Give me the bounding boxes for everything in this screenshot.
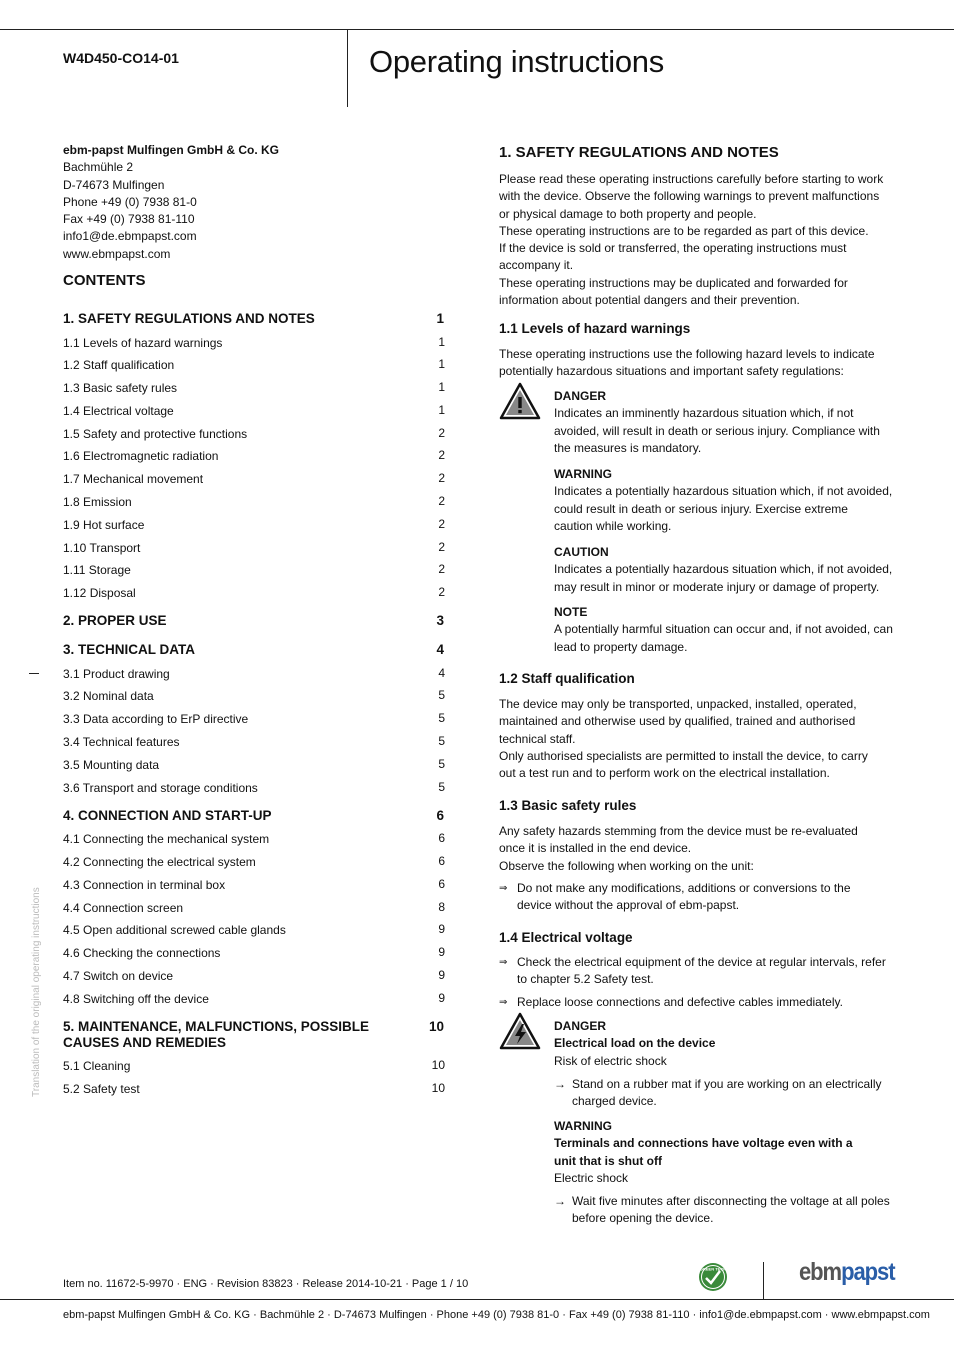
- text-line: device without the approval of ebm-papst.: [517, 898, 740, 913]
- note-block: [554, 604, 894, 656]
- text-line: to chapter 5.2 Safety test.: [517, 972, 654, 987]
- contents-heading: CONTENTS: [63, 272, 146, 289]
- toc-page-number: 1: [438, 357, 445, 371]
- toc-entry-label: 1.10 Transport: [63, 541, 141, 555]
- right-arrow-icon: →: [554, 1077, 566, 1091]
- side-note: Translation of the original operating instructions: [31, 887, 42, 1097]
- text-line: potentially hazardous situations and important safety regulations:: [499, 364, 844, 379]
- toc-page-number: 9: [438, 922, 445, 936]
- caution-block: [554, 544, 894, 596]
- toc-page-number: 1: [438, 380, 445, 394]
- text-line: Wait five minutes after disconnecting the voltage at all poles: [572, 1194, 890, 1208]
- text-line: the measures is mandatory.: [554, 440, 702, 455]
- toc-page-number: 1: [438, 335, 445, 349]
- text-line: Indicates an imminently hazardous situation which, if not: [554, 406, 854, 421]
- toc-entry-label: 1.3 Basic safety rules: [63, 381, 178, 395]
- toc-page-number: 3: [436, 613, 444, 628]
- toc-page-number: 2: [438, 585, 445, 599]
- toc-page-number: 5: [438, 757, 445, 771]
- toc-page-number: 6: [438, 877, 445, 891]
- section-1-3-text: [499, 823, 891, 875]
- toc-entry[interactable]: [63, 426, 452, 442]
- text-line: Do not make any modifications, additions or conversions to the: [517, 881, 851, 895]
- green-tech-badge-icon: [698, 1262, 728, 1292]
- toc-entry[interactable]: [63, 540, 452, 556]
- text-line: caution while working.: [554, 518, 672, 533]
- section-1-heading: 1. SAFETY REGULATIONS AND NOTES: [499, 144, 779, 161]
- text-line: Replace loose connections and defective cables immediately.: [517, 995, 843, 1009]
- text-line: Indicates a potentially hazardous situation which, if not avoided,: [554, 484, 893, 499]
- toc-chapter-entry[interactable]: [63, 642, 452, 658]
- danger-subtitle: Electrical load on the device: [554, 1036, 716, 1051]
- company-street: Bachmühle 2: [63, 160, 134, 175]
- warning-title: WARNING: [554, 1119, 612, 1133]
- company-phone: Phone +49 (0) 7938 81-0: [63, 194, 197, 209]
- section-1-1-heading: 1.1 Levels of hazard warnings: [499, 321, 691, 336]
- text-line: may result in minor or moderate injury or damage of property.: [554, 579, 880, 594]
- company-email[interactable]: info1@de.ebmpapst.com: [63, 229, 197, 244]
- toc-entry-label: 3.3 Data according to ErP directive: [63, 712, 249, 726]
- header-divider: [347, 29, 348, 107]
- toc-page-number: 1: [438, 403, 445, 417]
- toc-page-number: 9: [438, 945, 445, 959]
- text-line: Any safety hazards stemming from the device must be re-evaluated: [499, 824, 858, 838]
- toc-entry[interactable]: [63, 1081, 452, 1097]
- caution-title: CAUTION: [554, 545, 609, 559]
- text-line: technical staff.: [499, 731, 576, 746]
- toc-entry[interactable]: [63, 471, 452, 487]
- toc-entry[interactable]: [63, 757, 452, 773]
- footer-item-line: Item no. 11672-5-9970 · ENG · Revision 83823 · Release 2014-10-21 · Page 1 / 10: [63, 1278, 469, 1290]
- toc-entry[interactable]: [63, 780, 452, 796]
- danger-title: DANGER: [554, 389, 607, 403]
- toc-entry-label: 2. PROPER USE: [63, 613, 167, 628]
- text-line: with the device. Observe the following warnings to prevent malfunctions: [499, 189, 880, 204]
- toc-page-number: 5: [438, 780, 445, 794]
- text-line: could result in death or serious injury. Exercise extreme: [554, 501, 848, 516]
- danger-title: DANGER: [554, 1019, 607, 1033]
- toc-entry-label: 1.9 Hot surface: [63, 518, 145, 532]
- arrow-bullet-icon: ⇒: [499, 997, 508, 1008]
- toc-entry-label: 5. MAINTENANCE, MALFUNCTIONS, POSSIBLE CAUSES AND REMEDIES: [63, 1019, 370, 1050]
- text-line: lead to property damage.: [554, 639, 688, 654]
- toc-entry-label: 4.6 Checking the connections: [63, 946, 221, 960]
- toc-page-number: 5: [438, 734, 445, 748]
- toc-page-number: 4: [436, 642, 444, 657]
- text-line: A potentially harmful situation can occur and, if not avoided, can: [554, 622, 893, 637]
- toc-page-number: 2: [438, 562, 445, 576]
- toc-entry[interactable]: [63, 517, 452, 533]
- toc-page-number: 2: [438, 517, 445, 531]
- text-line: The device may only be transported, unpacked, installed, operated,: [499, 697, 857, 711]
- toc-entry-label: 4.7 Switch on device: [63, 969, 174, 983]
- toc-page-number: 5: [438, 688, 445, 702]
- text-line: before opening the device.: [572, 1211, 714, 1226]
- arrow-bullet-icon: ⇒: [499, 883, 508, 894]
- toc-entry[interactable]: [63, 854, 452, 870]
- list-item: [554, 1076, 894, 1111]
- top-rule: [0, 29, 954, 30]
- text-line: Electric shock: [554, 1170, 629, 1185]
- toc-entry-label: 1.8 Emission: [63, 495, 132, 509]
- toc-entry[interactable]: [63, 831, 452, 847]
- toc-entry-label: 4. CONNECTION AND START-UP: [63, 808, 272, 823]
- text-line: accompany it.: [499, 258, 574, 273]
- text-line: Stand on a rubber mat if you are working on an electrically: [572, 1077, 882, 1091]
- text-line: Please read these operating instructions carefully before starting to work: [499, 172, 884, 186]
- warning-subtitle: unit that is shut off: [554, 1153, 662, 1168]
- list-item: [499, 880, 891, 915]
- toc-entry[interactable]: [63, 922, 452, 938]
- section-1-2-text: [499, 696, 891, 782]
- toc-entry-label: 1. SAFETY REGULATIONS AND NOTES: [63, 311, 315, 326]
- toc-entry-label: 1.6 Electromagnetic radiation: [63, 449, 219, 463]
- toc-entry[interactable]: [63, 900, 452, 916]
- toc-entry[interactable]: [63, 877, 452, 893]
- text-line: These operating instructions may be duplicated and forwarded for: [499, 275, 848, 290]
- arrow-bullet-icon: ⇒: [499, 957, 508, 968]
- toc-entry-label: 4.1 Connecting the mechanical system: [63, 832, 270, 846]
- section-1-intro: [499, 171, 891, 309]
- toc-page-number: 5: [438, 711, 445, 725]
- toc-entry[interactable]: [63, 945, 452, 961]
- toc-entry-label: 3.1 Product drawing: [63, 667, 170, 681]
- toc-entry[interactable]: [63, 585, 452, 601]
- toc-page-number: 10: [431, 1081, 445, 1095]
- electric-warning-block: [554, 1118, 894, 1187]
- section-1-1-intro: [499, 346, 891, 381]
- toc-entry[interactable]: [63, 991, 452, 1007]
- toc-page-number: 2: [438, 448, 445, 462]
- text-line: Observe the following when working on the unit:: [499, 858, 754, 873]
- danger-block: [554, 388, 894, 457]
- logo-papst: papst: [841, 1258, 895, 1286]
- list-item: [499, 994, 891, 1011]
- text-line: Risk of electric shock: [554, 1053, 667, 1068]
- toc-entry-label: 3.6 Transport and storage conditions: [63, 781, 258, 795]
- toc-entry-label: 4.5 Open additional screwed cable glands: [63, 923, 286, 937]
- toc-entry-label: 3.4 Technical features: [63, 735, 180, 749]
- company-web[interactable]: www.ebmpapst.com: [63, 246, 171, 261]
- text-line: These operating instructions use the following hazard levels to indicate: [499, 347, 875, 361]
- toc-page-number: 6: [438, 831, 445, 845]
- list-item: [499, 954, 891, 989]
- toc-entry[interactable]: [63, 380, 452, 396]
- text-line: If the device is sold or transferred, the operating instructions must: [499, 241, 847, 256]
- toc-page-number: 4: [438, 666, 445, 680]
- toc-chapter-entry[interactable]: [63, 1019, 452, 1051]
- footer-address-line: ebm-papst Mulfingen GmbH & Co. KG · Bachmühle 2 · D-74673 Mulfingen · Phone +49 (0) 7938 81-0 · Fax +49 (0) 7938 81-110 · info1@de.ebmpapst.com · www.ebmpapst.com: [63, 1309, 930, 1321]
- section-1-3-heading: 1.3 Basic safety rules: [499, 798, 637, 813]
- toc-entry-label: 1.12 Disposal: [63, 586, 136, 600]
- text-line: maintained and otherwise used by qualified, trained and authorised: [499, 714, 856, 729]
- toc-page-number: 6: [436, 808, 444, 823]
- toc-entry[interactable]: [63, 1058, 452, 1074]
- note-title: NOTE: [554, 605, 588, 619]
- logo-ebm: ebm: [799, 1258, 842, 1286]
- ebmpapst-logo: [799, 1258, 894, 1287]
- toc-entry-label: 4.4 Connection screen: [63, 901, 184, 915]
- toc-entry-label: 4.2 Connecting the electrical system: [63, 855, 256, 869]
- toc-entry-label: 4.3 Connection in terminal box: [63, 878, 226, 892]
- toc-entry[interactable]: [63, 711, 452, 727]
- text-line: charged device.: [572, 1094, 657, 1109]
- footer-rule: [0, 1299, 954, 1300]
- toc-chapter-entry[interactable]: [63, 613, 452, 629]
- warning-subtitle: Terminals and connections have voltage even with a: [554, 1136, 853, 1151]
- company-city: D-74673 Mulfingen: [63, 177, 165, 192]
- toc-entry[interactable]: [63, 666, 452, 682]
- toc-entry-label: 3. TECHNICAL DATA: [63, 642, 196, 657]
- toc-entry[interactable]: [63, 335, 452, 351]
- warning-title: WARNING: [554, 467, 612, 481]
- toc-entry-label: 4.8 Switching off the device: [63, 992, 209, 1006]
- warning-triangle-icon: [499, 382, 541, 420]
- company-name: ebm-papst Mulfingen GmbH & Co. KG: [63, 143, 279, 157]
- toc-entry-label: 5.2 Safety test: [63, 1082, 140, 1096]
- toc-page-number: 9: [438, 991, 445, 1005]
- toc-page-number: 10: [428, 1019, 444, 1034]
- electric-danger-block: [554, 1018, 894, 1070]
- text-line: information about potential dangers and their prevention.: [499, 293, 800, 308]
- product-code: W4D450-CO14-01: [63, 50, 179, 66]
- toc-entry[interactable]: [63, 968, 452, 984]
- text-line: Only authorised specialists are permitted to install the device, to carry: [499, 748, 868, 763]
- toc-entry[interactable]: [63, 494, 452, 510]
- text-line: These operating instructions are to be regarded as part of this device.: [499, 223, 869, 238]
- text-line: Check the electrical equipment of the device at regular intervals, refer: [517, 955, 886, 969]
- company-fax: Fax +49 (0) 7938 81-110: [63, 212, 195, 227]
- text-line: or physical damage to both property and people.: [499, 206, 757, 221]
- section-1-2-heading: 1.2 Staff qualification: [499, 671, 635, 686]
- company-address: [63, 142, 279, 263]
- toc-entry-label: 3.5 Mounting data: [63, 758, 160, 772]
- toc-page-number: 2: [438, 471, 445, 485]
- toc-page-number: 2: [438, 494, 445, 508]
- toc-page-number: 9: [438, 968, 445, 982]
- toc-entry[interactable]: [63, 357, 452, 373]
- toc-entry-label: 1.5 Safety and protective functions: [63, 427, 248, 441]
- toc-entry[interactable]: [63, 448, 452, 464]
- toc-entry[interactable]: [63, 403, 452, 419]
- text-line: Indicates a potentially hazardous situation which, if not avoided,: [554, 562, 893, 577]
- toc-page-number: 2: [438, 426, 445, 440]
- toc-entry[interactable]: [63, 688, 452, 704]
- page-title: Operating instructions: [369, 44, 664, 79]
- toc-entry-label: 1.2 Staff qualification: [63, 358, 175, 372]
- electric-hazard-icon: [499, 1012, 541, 1050]
- toc-page-number: 2: [438, 540, 445, 554]
- toc-page-number: 10: [431, 1058, 445, 1072]
- warning-block: [554, 466, 894, 535]
- toc-page-number: 1: [436, 311, 444, 326]
- toc-entry-label: 1.4 Electrical voltage: [63, 404, 174, 418]
- footer-divider: [763, 1262, 764, 1299]
- toc-entry-label: 1.11 Storage: [63, 563, 131, 577]
- section-1-4-heading: 1.4 Electrical voltage: [499, 930, 633, 945]
- text-line: avoided, will result in death or serious injury. Compliance with: [554, 423, 880, 438]
- text-line: out a test run and to perform work on the electrical installation.: [499, 766, 830, 781]
- toc-entry-label: 1.7 Mechanical movement: [63, 472, 204, 486]
- toc-page-number: 8: [438, 900, 445, 914]
- right-arrow-icon: →: [554, 1194, 566, 1208]
- toc-entry-label: 3.2 Nominal data: [63, 689, 154, 703]
- toc-entry[interactable]: [63, 562, 452, 578]
- text-line: once it is installed in the end device.: [499, 841, 692, 856]
- list-item: [554, 1193, 894, 1228]
- toc-entry-label: 1.1 Levels of hazard warnings: [63, 336, 223, 350]
- toc-chapter-entry[interactable]: [63, 808, 452, 824]
- toc-entry-label: 5.1 Cleaning: [63, 1059, 131, 1073]
- margin-mark: [29, 673, 39, 674]
- toc-chapter-entry[interactable]: [63, 311, 452, 327]
- badge-text: GREEN TECH: [699, 1266, 727, 1272]
- toc-entry[interactable]: [63, 734, 452, 750]
- toc-page-number: 6: [438, 854, 445, 868]
